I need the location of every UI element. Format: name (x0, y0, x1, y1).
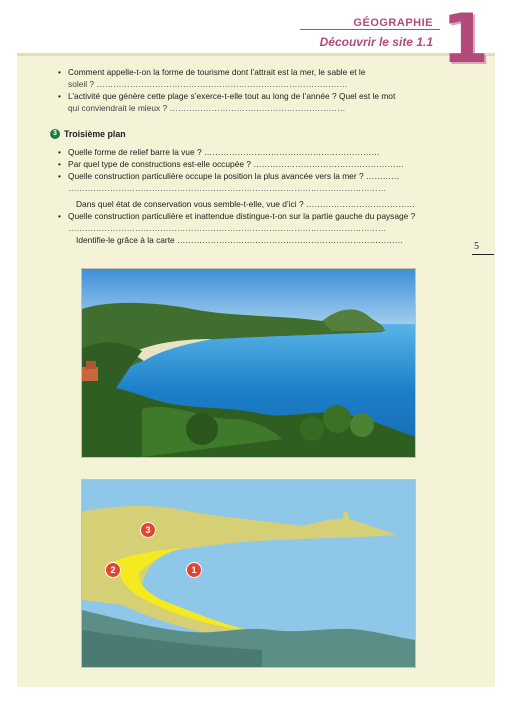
bay-photo-illustration (82, 269, 415, 457)
header-stripe (17, 53, 495, 56)
chapter-number: 1 (441, 0, 489, 79)
question-item (54, 90, 454, 102)
subject-title: GÉOGRAPHIE (353, 17, 433, 29)
identify-instruction: Identifie-le grâce à la carte ……………………………………………………………………… (76, 235, 404, 245)
question-item (54, 66, 454, 78)
question-item (54, 158, 454, 170)
bay-photograph (81, 268, 416, 458)
question-item (54, 146, 454, 158)
section-number-badge: 3 (50, 129, 60, 139)
section-heading (50, 128, 454, 140)
question-text: Comment appelle-t-on la forme de tourisme dont l’attrait est la mer, le sable et le (68, 67, 366, 77)
header-rule (300, 29, 440, 30)
section-title: Troisième plan (64, 129, 126, 139)
conservation-question: Dans quel état de conservation vous semble-t-elle, vue d’ici ? ………………………………… (76, 199, 415, 209)
question-text: Quelle forme de relief barre la vue ? ……………………………………………………… (68, 147, 380, 157)
answer-line: qui conviendrait le mieux ? ……………………………………………………… (68, 103, 346, 113)
bay-diagram (81, 479, 416, 668)
bay-diagram-illustration (82, 480, 415, 667)
question-item (54, 170, 454, 182)
diagram-marker-3: 3 (140, 522, 156, 538)
question-text: Quelle construction particulière et inattendue distingue-t-on sur la partie gauche du paysage ? (68, 211, 416, 221)
diagram-marker-2: 2 (105, 562, 121, 578)
diagram-marker-1: 1 (186, 562, 202, 578)
questions-content (54, 66, 454, 246)
question-item (54, 210, 454, 222)
question-text: L’activité que génère cette plage s’exerce-t-elle tout au long de l’année ? Quel est le mot (68, 91, 396, 101)
question-text: Par quel type de constructions est-elle occupée ? ……………………………………………… (68, 159, 405, 169)
page-number-rule (472, 254, 494, 255)
question-text: Quelle construction particulière occupe la position la plus avancée vers la mer ? ………… (68, 171, 400, 181)
page-number: 5 (474, 241, 479, 252)
lesson-title: Découvrir le site 1.1 (319, 35, 433, 49)
answer-line: …………………………………………………………………………………………………… (68, 183, 387, 193)
answer-line: soleil ? ……………………………………………………………………………… (68, 79, 348, 89)
answer-line: …………………………………………………………………………………………………… (68, 223, 387, 233)
